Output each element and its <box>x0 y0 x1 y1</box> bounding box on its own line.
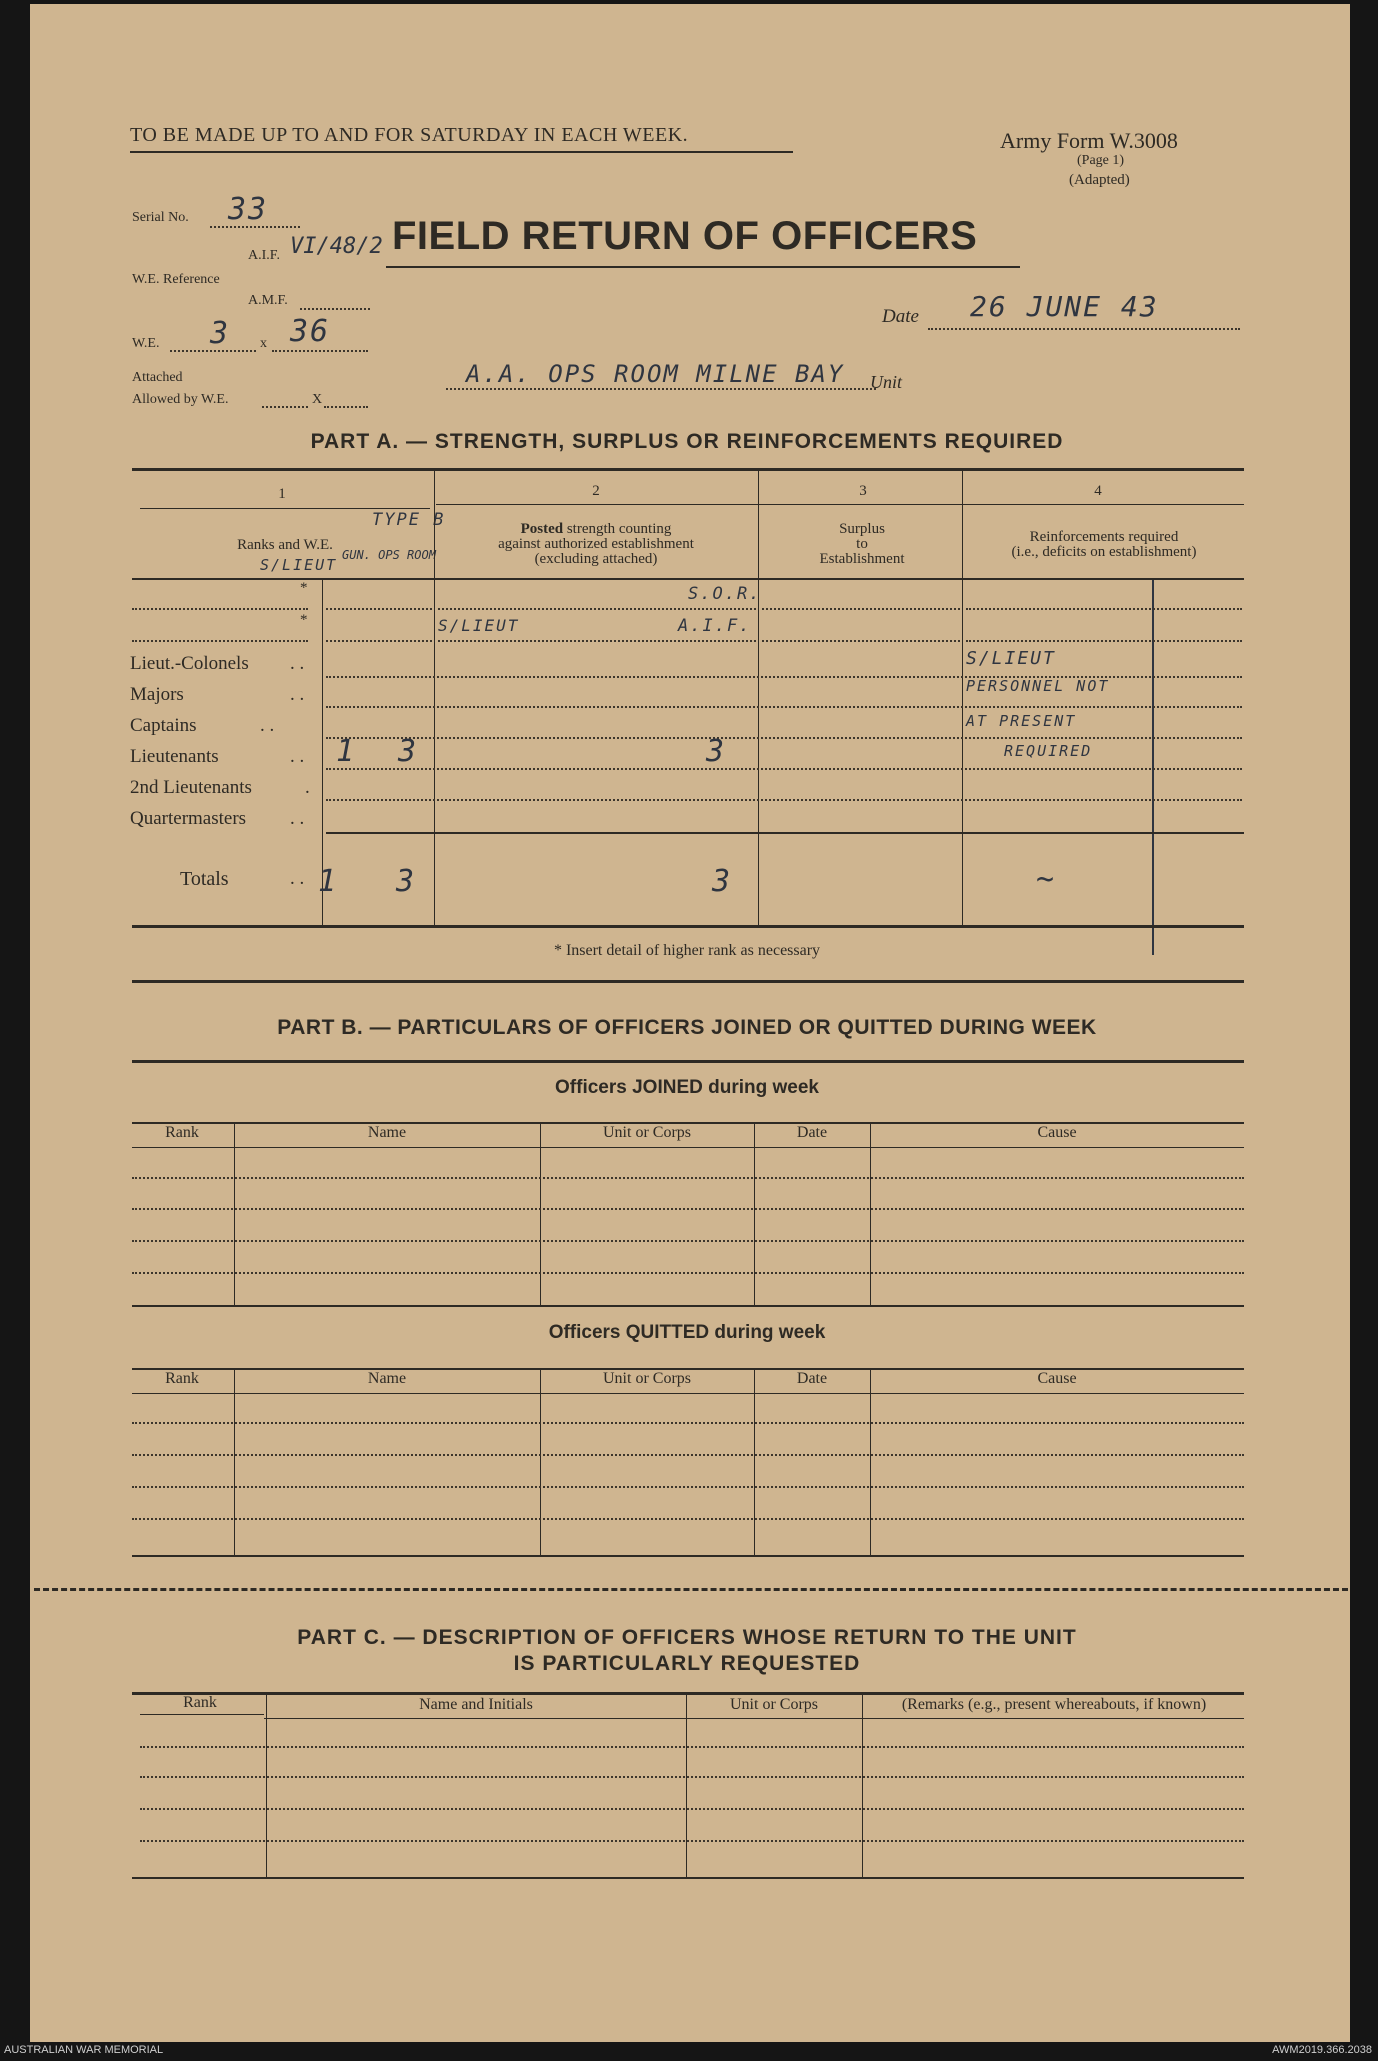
title-underline <box>386 266 1020 268</box>
part-a-bottom-rule <box>132 925 1244 928</box>
col1-header: Ranks and W.E. <box>237 537 333 553</box>
col-number-1: 1 <box>278 486 286 502</box>
star-row-1-dots-c <box>438 608 756 610</box>
quitted-col-cause: Cause <box>1037 1370 1077 1387</box>
col1-hand-ops: GUN. OPS ROOM <box>342 548 436 562</box>
joined-title: Officers JOINED during week <box>555 1077 819 1098</box>
col3-header-line2: to <box>856 536 868 552</box>
part-c-row-2 <box>140 1776 1244 1778</box>
reinf-note-2: PERSONNEL NOT <box>966 677 1110 695</box>
quitted-col-date: Date <box>796 1370 828 1387</box>
amf-dots <box>300 308 370 310</box>
joined-row-4 <box>132 1272 1244 1274</box>
rank-captains: Captains <box>130 715 197 736</box>
col3-header <box>760 522 964 567</box>
reinf-note-4: REQUIRED <box>1004 742 1093 760</box>
rank-lieutenants-dots: . . <box>290 746 305 767</box>
joined-header-rule <box>132 1147 1244 1148</box>
footer-right: AWM2019.366.2038 <box>1272 2044 1372 2056</box>
joined-row-1 <box>132 1177 1244 1179</box>
part-c-col-rank: Rank <box>183 1694 217 1711</box>
col-number-3: 3 <box>859 483 867 499</box>
joined-col-rank: Rank <box>165 1124 199 1141</box>
star-2: * <box>300 612 308 628</box>
col3-header-line3: Establishment <box>819 551 905 567</box>
col1-hand-type: TYPE B <box>372 510 446 530</box>
aif-label: A.I.F. <box>248 248 280 263</box>
rank-lieut-colonels-dots: . . <box>290 653 305 674</box>
row-2-rule <box>326 706 1242 708</box>
part-c-row-3 <box>140 1808 1244 1810</box>
part-c-top-rule <box>132 1692 1244 1695</box>
col2-header-bold: Posted <box>520 521 564 537</box>
rank-majors-dots: . . <box>290 684 305 705</box>
quitted-bottom-rule <box>132 1555 1244 1557</box>
col2-header-line2: against authorized establishment <box>498 536 694 552</box>
rank-2nd-lieutenants-dots: . <box>305 777 310 798</box>
lieut-posted: 3 <box>706 734 727 769</box>
rank-lieutenants: Lieutenants <box>130 746 219 767</box>
part-c-col-unit: Unit or Corps <box>730 1696 818 1713</box>
allowed-x: X <box>312 392 323 407</box>
unit-label: Unit <box>870 372 903 392</box>
joined-col-cause: Cause <box>1037 1124 1077 1141</box>
ranks-bottom-rule <box>326 832 1244 834</box>
joined-vline-1 <box>234 1124 235 1306</box>
part-a-title: PART A. — STRENGTH, SURPLUS OR REINFORCEMENTS REQUIRED <box>310 430 1064 453</box>
form-id: Army Form W.3008 <box>1000 128 1178 153</box>
we-reference-label: W.E. Reference <box>132 272 220 287</box>
totals-reinf: ~ <box>1036 862 1057 897</box>
star-row-2-dots-e <box>966 640 1242 642</box>
quitted-row-1 <box>132 1422 1244 1424</box>
totals-we-1: 1 <box>318 864 339 899</box>
row-5-rule <box>326 799 1242 801</box>
part-c-col-name: Name and Initials <box>419 1696 533 1713</box>
part-a-footnote: * Insert detail of higher rank as necessary <box>553 942 821 959</box>
quitted-vline-4 <box>870 1370 871 1556</box>
star-row-2-dots-c <box>438 640 756 642</box>
instruction-text: TO BE MADE UP TO AND FOR SATURDAY IN EACH WEEK. <box>130 124 689 146</box>
joined-col-date: Date <box>796 1124 828 1141</box>
part-c-vline-1 <box>266 1694 267 1878</box>
totals-we-2: 3 <box>396 864 417 899</box>
star-row-2-dots-d <box>762 640 960 642</box>
star-row-1-dots-e <box>966 608 1242 610</box>
amf-label: A.M.F. <box>248 293 288 308</box>
row-3-rule <box>326 737 1242 739</box>
part-b-title: PART B. — PARTICULARS OF OFFICERS JOINED OR QUITTED DURING WEEK <box>277 1016 1097 1039</box>
part-c-header-rule <box>264 1718 1244 1719</box>
quitted-vline-3 <box>754 1370 755 1556</box>
rank-quartermasters: Quartermasters <box>130 808 247 829</box>
date-dots <box>928 328 1240 330</box>
joined-row-2 <box>132 1208 1244 1210</box>
quitted-header-rule <box>132 1393 1244 1394</box>
aif-value: VI/48/2 <box>290 234 383 259</box>
totals-dots: . . <box>290 868 305 889</box>
totals-posted: 3 <box>712 864 733 899</box>
hand-slieut-posted: S/LIEUT <box>438 616 520 635</box>
col4-header <box>964 530 1244 560</box>
form-title: FIELD RETURN OF OFFICERS <box>392 214 978 258</box>
reinf-note-3: AT PRESENT <box>966 712 1077 730</box>
col-number-rule-1 <box>140 508 430 509</box>
star-row-1-dots-b <box>326 608 432 610</box>
joined-col-name: Name <box>367 1124 407 1141</box>
footer-left: AUSTRALIAN WAR MEMORIAL <box>4 2044 164 2056</box>
star-row-2-dots <box>132 640 308 642</box>
col2-header <box>436 522 756 567</box>
part-c-vline-2 <box>686 1694 687 1878</box>
joined-vline-4 <box>870 1124 871 1306</box>
unit-dots <box>446 388 876 390</box>
part-a-vline-3 <box>758 470 759 925</box>
quitted-title: Officers QUITTED during week <box>548 1322 826 1343</box>
row-4-rule <box>326 768 1242 770</box>
hand-sor: S.O.R. <box>688 584 762 604</box>
quitted-vline-2 <box>540 1370 541 1556</box>
col-number-rule-2 <box>436 504 1244 505</box>
joined-row-3 <box>132 1240 1244 1242</box>
quitted-row-4 <box>132 1518 1244 1520</box>
part-a-top-rule <box>132 468 1244 471</box>
joined-bottom-rule <box>132 1305 1244 1307</box>
quitted-vline-1 <box>234 1370 235 1556</box>
totals-label: Totals <box>180 868 229 890</box>
quitted-col-name: Name <box>367 1370 407 1387</box>
allowed-dots-a <box>262 406 308 408</box>
date-value: 26 JUNE 43 <box>970 290 1159 323</box>
part-b-top-rule <box>132 1060 1244 1063</box>
part-c-title-line1: PART C. — DESCRIPTION OF OFFICERS WHOSE RETURN TO THE UNIT <box>297 1626 1077 1649</box>
col4-header-line1: Reinforcements required <box>1029 529 1179 545</box>
quitted-col-rank: Rank <box>165 1370 199 1387</box>
lieut-we-2: 3 <box>398 734 419 769</box>
serial-value: 33 <box>228 192 269 227</box>
we-value-a: 3 <box>210 316 231 351</box>
part-a-vline-2 <box>434 470 435 925</box>
we-value-b: 36 <box>290 314 331 349</box>
rank-2nd-lieutenants: 2nd Lieutenants <box>130 777 252 798</box>
part-c-col-remarks: (Remarks (e.g., present whereabouts, if known) <box>901 1696 1207 1713</box>
joined-vline-2 <box>540 1124 541 1306</box>
col1-hand-slieut: S/LIEUT <box>260 556 338 574</box>
rank-quartermasters-dots: . . <box>290 808 305 829</box>
part-c-row-4 <box>140 1840 1244 1842</box>
reinf-note-1: S/LIEUT <box>966 648 1056 669</box>
part-a-vline-4 <box>962 470 963 925</box>
part-c-bottom-rule <box>132 1877 1244 1879</box>
perforation-line <box>34 1588 1348 1591</box>
allowed-label: Allowed by W.E. <box>132 392 229 407</box>
allowed-dots-b <box>324 406 368 408</box>
form-page: (Page 1) <box>1077 153 1125 168</box>
we-label: W.E. <box>132 336 160 351</box>
serial-label: Serial No. <box>132 210 189 225</box>
quitted-row-2 <box>132 1454 1244 1456</box>
star-1: * <box>300 580 308 596</box>
part-c-row-1 <box>140 1746 1244 1748</box>
star-row-1-dots <box>132 608 308 610</box>
col4-header-line2: (i.e., deficits on establishment) <box>1011 544 1197 560</box>
unit-value: A.A. OPS ROOM MILNE BAY <box>466 360 845 388</box>
col3-header-line1: Surplus <box>839 521 885 537</box>
instruction-underline <box>130 151 793 153</box>
star-row-2-dots-b <box>326 640 432 642</box>
hand-aif-posted: A.I.F. <box>678 616 752 636</box>
rank-majors: Majors <box>130 684 184 705</box>
part-c-rank-underline <box>140 1714 264 1715</box>
we-x: x <box>260 336 267 351</box>
rank-lieut-colonels: Lieut.-Colonels <box>130 653 249 674</box>
rank-captains-dots: . . <box>260 715 275 736</box>
joined-vline-3 <box>754 1124 755 1306</box>
joined-col-unit: Unit or Corps <box>603 1124 691 1141</box>
form-adapted: (Adapted) <box>1069 172 1130 188</box>
col-number-2: 2 <box>592 483 600 499</box>
quitted-row-3 <box>132 1486 1244 1488</box>
date-label: Date <box>882 306 919 327</box>
col2-header-rest: strength counting <box>566 521 672 537</box>
part-a-close-rule <box>132 980 1244 983</box>
quitted-col-unit: Unit or Corps <box>603 1370 691 1387</box>
lieut-we-1: 1 <box>336 734 357 769</box>
we-dots-b <box>272 350 368 352</box>
part-c-title-line2: IS PARTICULARLY REQUESTED <box>513 1652 861 1675</box>
star-row-1-dots-d <box>762 608 960 610</box>
part-a-header-rule <box>132 578 1244 580</box>
attached-label: Attached <box>132 370 183 385</box>
col-number-4: 4 <box>1094 483 1102 499</box>
part-c-vline-3 <box>862 1694 863 1878</box>
col2-header-line3: (excluding attached) <box>534 551 658 567</box>
